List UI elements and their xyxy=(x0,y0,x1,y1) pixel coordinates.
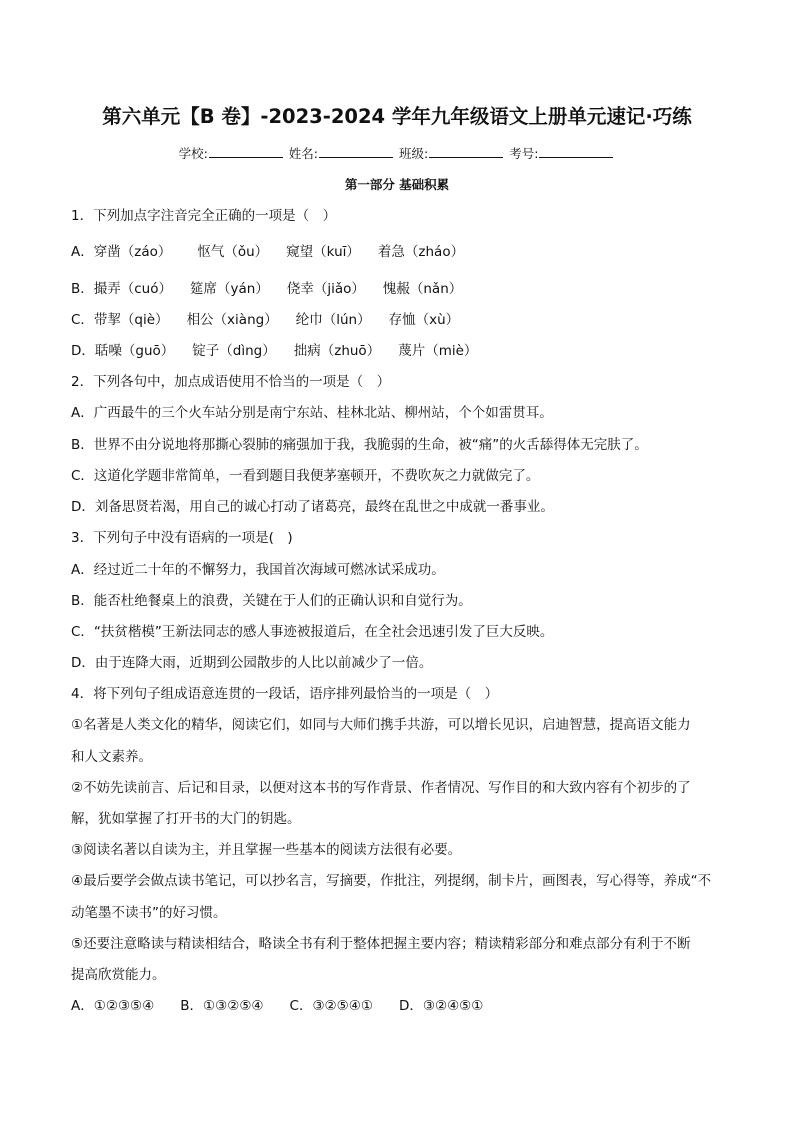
q4-stem: 4．将下列句子组成语意连贯的一段话，语序排列最恰当的一项是（ ） xyxy=(71,686,499,702)
name-blank[interactable] xyxy=(319,145,393,158)
page-title: 第六单元【B 卷】-2023-2024 学年九年级语文上册单元速记·巧练 xyxy=(102,105,692,128)
q4-sentence-2: ②不妨先读前言、后记和目录，以便对这本书的写作背景、作者情况、写作目的和大致内容有个初步的了 xyxy=(71,780,691,796)
q4-sentence-5: ⑤还要注意略读与精读相结合，略读全书有利于整体把握主要内容；精读精彩部分和难点部分有利于不断 xyxy=(71,936,691,952)
q4-option-c: C．③②⑤④① xyxy=(289,998,373,1014)
q4-sentence-3: ③阅读名著以自读为主，并且掌握一些基本的阅读方法很有必要。 xyxy=(71,842,462,858)
q3-option-d: D．由于连降大雨，近期到公园散步的人比以前减少了一倍。 xyxy=(71,655,433,671)
q1-c-item: 相公（xiàng） xyxy=(186,312,278,328)
q1-option-d xyxy=(71,341,731,361)
class-blank[interactable] xyxy=(429,145,503,158)
q1-b-item: 愧赧（nǎn） xyxy=(382,281,463,297)
q4-option-d: D．③②④⑤① xyxy=(398,998,484,1014)
q1-a-item: 窥望（kuī） xyxy=(286,244,360,260)
q4-sentence-2-cont: 解，犹如掌握了打开书的大门的钥匙。 xyxy=(71,811,301,827)
q1-d-item: D．聒噪（guō） xyxy=(71,343,175,359)
q3-option-a: A．经过近二十年的不懈努力，我国首次海域可燃冰试采成功。 xyxy=(71,562,445,578)
q1-d-item: 蔑片（miè） xyxy=(398,343,478,359)
q1-d-item: 锭子（dìng） xyxy=(192,343,276,359)
q2-option-c: C．这道化学题非常简单，一看到题目我便茅塞顿开，不费吹灰之力就做完了。 xyxy=(71,468,540,484)
q2-option-b: B．世界不由分说地将那撕心裂肺的痛强加于我，我脆弱的生命，被“痛”的火舌舔得体无完肤了。 xyxy=(71,437,648,453)
q2-stem: 2．下列各句中，加点成语使用不恰当的一项是（ ） xyxy=(71,374,391,390)
q2-option-d: D．刘备思贤若渴，用自己的诚心打动了诸葛亮，最终在乱世之中成就一番事业。 xyxy=(71,499,554,515)
q4-sentence-1-cont: 和人文素养。 xyxy=(71,749,152,765)
q1-option-c xyxy=(71,310,731,330)
q1-b-item: 侥幸（jiǎo） xyxy=(286,281,365,297)
q1-a-item: 怄气（ǒu） xyxy=(197,244,269,260)
q1-a-item: A．穿凿（záo） xyxy=(71,244,172,260)
q1-option-b xyxy=(71,279,731,299)
name-label: 姓名: xyxy=(288,146,318,161)
q4-sentence-4: ④最后要学会做点读书笔记，可以抄名言，写摘要，作批注，列提纲，制卡片，画图表，写心得等，养成“不 xyxy=(71,873,712,889)
q1-c-item: 纶巾（lún） xyxy=(295,312,371,328)
student-info-line xyxy=(0,144,794,162)
q1-c-item: C．带挈（qiè） xyxy=(71,312,169,328)
q1-b-item: B．撮弄（cuó） xyxy=(71,281,172,297)
exam-no-label: 考号: xyxy=(509,146,539,161)
q4-option-a: A．①②③⑤④ xyxy=(71,998,155,1014)
exam-no-blank[interactable] xyxy=(539,145,613,158)
q1-d-item: 拙病（zhuō） xyxy=(293,343,381,359)
q3-option-c: C．“扶贫楷模”王新法同志的感人事迹被报道后，在全社会迅速引发了巨大反映。 xyxy=(71,624,554,640)
q4-sentence-1: ①名著是人类文化的精华，阅读它们，如同与大师们携手共游，可以增长见识，启迪智慧，提高语文能力 xyxy=(71,717,691,733)
q4-sentence-4-cont: 动笔墨不读书”的好习惯。 xyxy=(71,905,227,921)
q1-c-item: 存恤（xù） xyxy=(388,312,460,328)
section-heading: 第一部分 基础积累 xyxy=(344,177,450,192)
school-label: 学校: xyxy=(178,146,208,161)
q1-option-a xyxy=(71,242,731,262)
q3-option-b: B．能否杜绝餐桌上的浪费，关键在于人们的正确认识和自觉行为。 xyxy=(71,593,472,609)
q4-options xyxy=(71,996,731,1016)
q2-option-a: A．广西最牛的三个火车站分别是南宁东站、桂林北站、柳州站，个个如雷贯耳。 xyxy=(71,405,553,421)
q4-sentence-5-cont: 提高欣赏能力。 xyxy=(71,967,166,983)
q3-stem: 3．下列句子中没有语病的一项是( ) xyxy=(71,530,293,546)
q4-option-b: B．①③②⑤④ xyxy=(180,998,264,1014)
q1-stem: 1．下列加点字注音完全正确的一项是（ ） xyxy=(71,208,337,224)
q1-b-item: 筵席（yán） xyxy=(190,281,269,297)
q1-a-item: 着急（zháo） xyxy=(377,244,465,260)
class-label: 班级: xyxy=(398,146,429,161)
school-blank[interactable] xyxy=(209,145,283,158)
